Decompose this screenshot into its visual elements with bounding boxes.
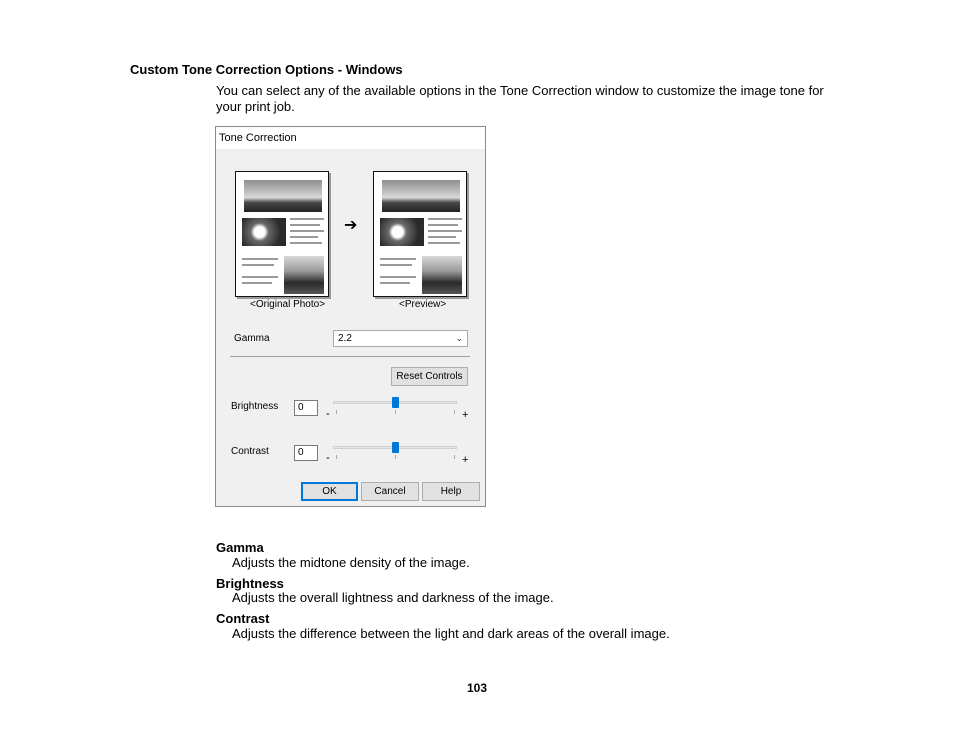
help-button[interactable]: Help [422, 482, 480, 501]
definition-desc: Adjusts the difference between the light and dark areas of the overall image. [232, 626, 670, 641]
brightness-plus: + [462, 409, 469, 421]
right-arrow-icon: ➔ [344, 217, 358, 234]
chevron-down-icon: ⌄ [455, 333, 463, 343]
gamma-select[interactable] [333, 330, 468, 347]
definition-term: Contrast [216, 611, 270, 626]
contrast-minus: - [326, 452, 330, 464]
cancel-button[interactable]: Cancel [361, 482, 419, 501]
preview-caption: <Preview> [399, 299, 447, 310]
brightness-slider[interactable] [333, 395, 457, 417]
slider-thumb[interactable] [392, 397, 399, 408]
brightness-field[interactable]: 0 [294, 400, 318, 416]
dialog-title: Tone Correction [219, 132, 297, 144]
dialog-titlebar [216, 127, 485, 149]
tone-correction-dialog [215, 126, 486, 507]
intro-paragraph: You can select any of the available options in the Tone Correction window to customize the image tone for your print job. [216, 83, 824, 114]
original-photo-thumbnail [235, 171, 329, 297]
definition-desc: Adjusts the midtone density of the image. [232, 555, 470, 570]
slider-thumb[interactable] [392, 442, 399, 453]
landscape-photo [382, 180, 460, 212]
separator [230, 356, 470, 357]
tree-photo [422, 256, 462, 294]
preview-thumbnail [373, 171, 467, 297]
contrast-label: Contrast [231, 446, 269, 457]
original-photo-caption: <Original Photo> [250, 299, 326, 310]
flower-photo [242, 218, 286, 246]
definition-term: Brightness [216, 576, 284, 591]
gamma-label: Gamma [234, 333, 270, 344]
section-heading: Custom Tone Correction Options - Windows [130, 62, 403, 77]
gamma-value: 2.2 [338, 333, 352, 344]
landscape-photo [244, 180, 322, 212]
definition-term: Gamma [216, 540, 264, 555]
ok-button[interactable]: OK [301, 482, 358, 501]
brightness-minus: - [326, 408, 330, 420]
definition-desc: Adjusts the overall lightness and darkness of the image. [232, 590, 554, 605]
flower-photo [380, 218, 424, 246]
reset-controls-button[interactable]: Reset Controls [391, 367, 468, 386]
contrast-field[interactable]: 0 [294, 445, 318, 461]
contrast-plus: + [462, 454, 469, 466]
brightness-label: Brightness [231, 401, 279, 412]
page-number: 103 [466, 681, 488, 695]
tree-photo [284, 256, 324, 294]
contrast-slider[interactable] [333, 440, 457, 462]
